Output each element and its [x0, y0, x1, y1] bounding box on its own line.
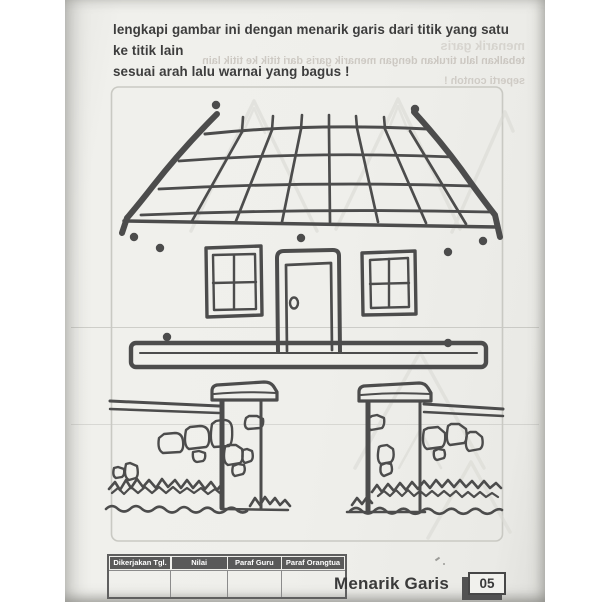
score-cell-date: [109, 571, 171, 597]
window-right: [362, 251, 416, 315]
score-table-header-grade: Nilai: [172, 557, 227, 569]
foundation-beam: [131, 343, 486, 367]
bushes: [106, 479, 502, 514]
page-number-badge: [462, 572, 512, 602]
instructions-line1: lengkapi gambar ini dengan menarik garis dari titik yang satu ke titik lain: [113, 22, 510, 58]
chapter-title: Menarik Garis: [333, 574, 449, 593]
scan-speck: [435, 557, 440, 562]
score-cell-teacher-sign: [228, 571, 282, 597]
bleedthrough-line2: seperti contoh !: [444, 75, 525, 87]
fence-wall-left: [110, 401, 219, 413]
score-table-header-row: [109, 556, 345, 570]
window-left: [206, 246, 262, 317]
scan-speck: [443, 563, 445, 565]
score-table-header-parent-sign: Paraf Orangtua: [282, 557, 344, 569]
bleedthrough-title: menarik garis: [440, 38, 525, 53]
worksheet-page: [65, 0, 545, 602]
score-cell-grade: [171, 571, 228, 597]
house-drawing: [100, 80, 515, 548]
instructions-line2: sesuai arah lalu warnai yang bagus !: [113, 64, 350, 79]
page-number: 05: [468, 572, 506, 595]
door: [277, 250, 340, 352]
score-table-header-date: Dikerjakan Tgl.: [110, 557, 170, 569]
fence-wall-right: [424, 404, 503, 416]
bleedthrough-mountain-shapes: [191, 99, 513, 538]
bleedthrough-line1: tebalkan lalu tirukan dengan menarik garis dari titik ke titik lain: [202, 55, 525, 67]
score-table-header-teacher-sign: Paraf Guru: [228, 557, 280, 569]
door-knob: [290, 298, 298, 309]
instructions: [113, 19, 525, 82]
stones: [113, 415, 482, 480]
